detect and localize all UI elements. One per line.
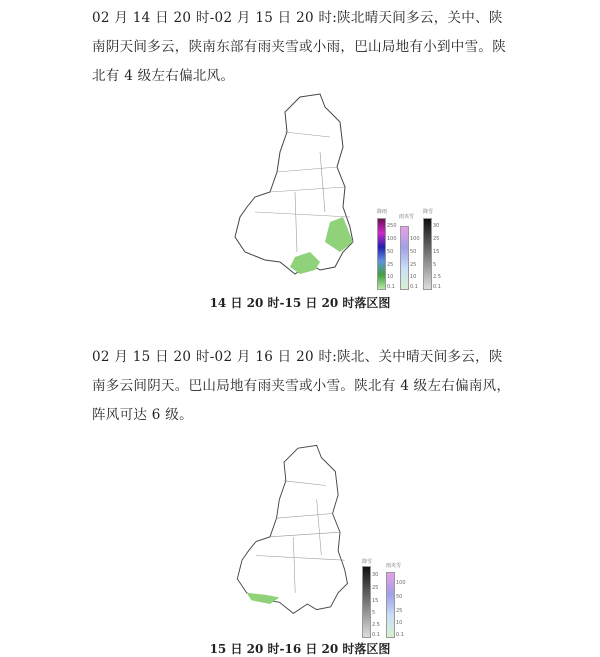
sleet-color-bar — [400, 226, 409, 290]
sleet-color-bar — [386, 572, 395, 638]
precipitation-map-2 — [228, 437, 368, 632]
forecast-paragraph-2: 02 月 15 日 20 时-02 月 16 日 20 时:陕北、关中晴天间多云，陕南多云间阴天。巴山局地有雨夹雪或小雪。陕北有 4 级左右偏南风，阵风可达 6 级。 — [92, 349, 511, 423]
snow-color-bar — [362, 566, 371, 638]
snow-color-bar — [423, 218, 432, 290]
precipitation-map-1 — [225, 92, 375, 287]
map-caption-2: 15 日 20 时-16 日 20 时落区图 — [209, 642, 391, 656]
map-legend-2: 降雪 30 25 15 5 2.5 0.1 雨夹雪 100 50 25 10 0.1 — [362, 559, 406, 638]
map-caption-1: 14 日 20 时-15 日 20 时落区图 — [209, 296, 391, 310]
rain-color-bar — [377, 218, 386, 290]
map-legend-1: 降雨 250 100 50 25 10 0.1 雨夹雪 100 50 25 10 0.1 降雪 30 25 15 5 2.5 0.1 — [377, 209, 441, 290]
forecast-paragraph-1: 02 月 14 日 20 时-02 月 15 日 20 时:陕北晴天间多云，关中、陕南阴天间多云，陕南东部有雨夹雪或小雨，巴山局地有小到中雪。陕北有 4 级左右偏北风。 — [92, 10, 506, 84]
